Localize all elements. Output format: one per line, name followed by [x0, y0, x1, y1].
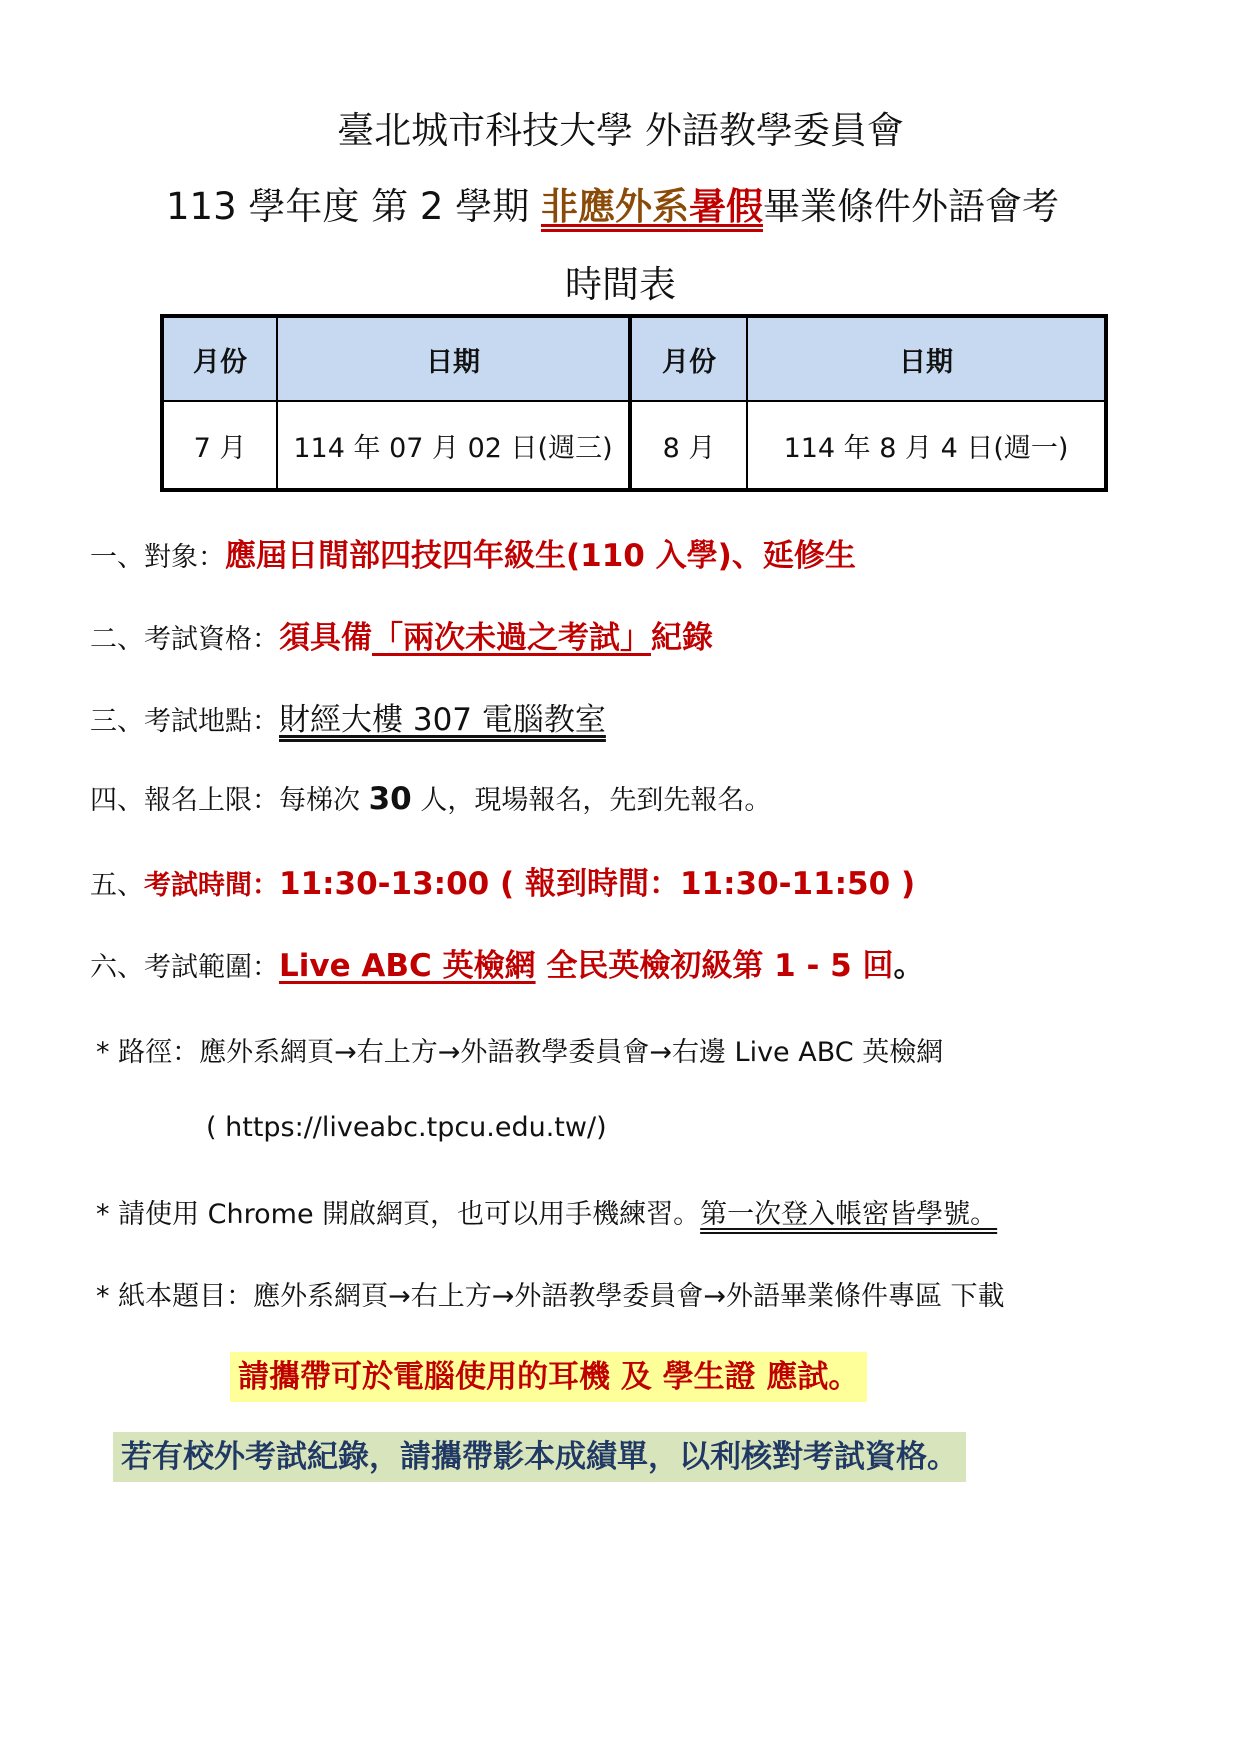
item-value: 須具備: [279, 620, 372, 656]
exam-title-suffix: 畢業條件外語會考: [762, 185, 1059, 228]
item-location: [90, 694, 606, 739]
item-time: [90, 858, 915, 903]
table-row: [162, 401, 1106, 490]
item-value: 。: [893, 948, 925, 984]
item-value: 11:30-13:00 ( 報到時間：11:30-11:50 ): [279, 866, 916, 902]
item-label: 五、: [90, 870, 144, 901]
item-value: 紀錄: [651, 620, 713, 656]
page-title: 臺北城市科技大學 外語教學委員會: [337, 109, 904, 152]
header-date: 日期: [747, 316, 1106, 401]
exam-title-highlight: 非應外系: [540, 185, 689, 228]
note-url: ( https://liveabc.tpcu.edu.tw/): [206, 1112, 607, 1143]
exam-title-prefix: 113 學年度 第 2 學期: [166, 185, 541, 228]
item-value: 人，現場報名，先到先報名。: [411, 785, 772, 816]
note-chrome: [96, 1192, 997, 1231]
cell-month: 8 月: [630, 401, 747, 490]
note-path: * 路徑：應外系網頁→右上方→外語教學委員會→右邊 Live ABC 英檢網: [96, 1037, 944, 1068]
item-target: [90, 530, 856, 575]
cell-date: 114 年 8 月 4 日(週一): [747, 401, 1106, 490]
item-label: 二、考試資格：: [90, 624, 279, 655]
banner-bring-items: 請攜帶可於電腦使用的耳機 及 學生證 應試。: [230, 1352, 867, 1402]
schedule-heading: 時間表: [565, 263, 676, 306]
item-value-underlined: Live ABC 英檢網: [279, 948, 536, 984]
item-value: 應屆日間部四技四年級生(110 入學)、延修生: [225, 538, 856, 574]
note-login-hint: 第一次登入帳密皆學號。: [700, 1199, 998, 1230]
item-qualification: [90, 612, 713, 657]
item-label: 考試時間：: [144, 870, 279, 901]
exam-title: [166, 176, 1059, 230]
item-limit-number: 30: [368, 781, 412, 817]
header-month: 月份: [630, 316, 747, 401]
item-scope: [90, 940, 925, 985]
header-date: 日期: [277, 316, 630, 401]
item-label: 一、對象：: [90, 542, 225, 573]
item-label: 六、考試範圍：: [90, 952, 279, 983]
exam-title-highlight-summer: 暑假: [688, 185, 763, 228]
cell-date: 114 年 07 月 02 日(週三): [277, 401, 630, 490]
item-value-underlined: 「兩次未過之考試」: [372, 620, 651, 656]
item-label: 三、考試地點：: [90, 706, 279, 737]
item-limit: [90, 778, 771, 817]
item-label: 四、報名上限：每梯次: [90, 785, 369, 816]
note-chrome-text: * 請使用 Chrome 開啟網頁，也可以用手機練習。: [96, 1199, 701, 1230]
note-paper: * 紙本題目：應外系網頁→右上方→外語教學委員會→外語畢業條件專區 下載: [96, 1281, 1005, 1312]
banner-records: 若有校外考試紀錄，請攜帶影本成績單，以利核對考試資格。: [113, 1432, 966, 1482]
schedule-table: [160, 314, 1108, 492]
cell-month: 7 月: [162, 401, 277, 490]
item-value: 全民英檢初級第 1 - 5 回: [535, 948, 894, 984]
item-value: 財經大樓 307 電腦教室: [279, 702, 606, 738]
schedule-header-row: [162, 316, 1106, 401]
header-month: 月份: [162, 316, 277, 401]
